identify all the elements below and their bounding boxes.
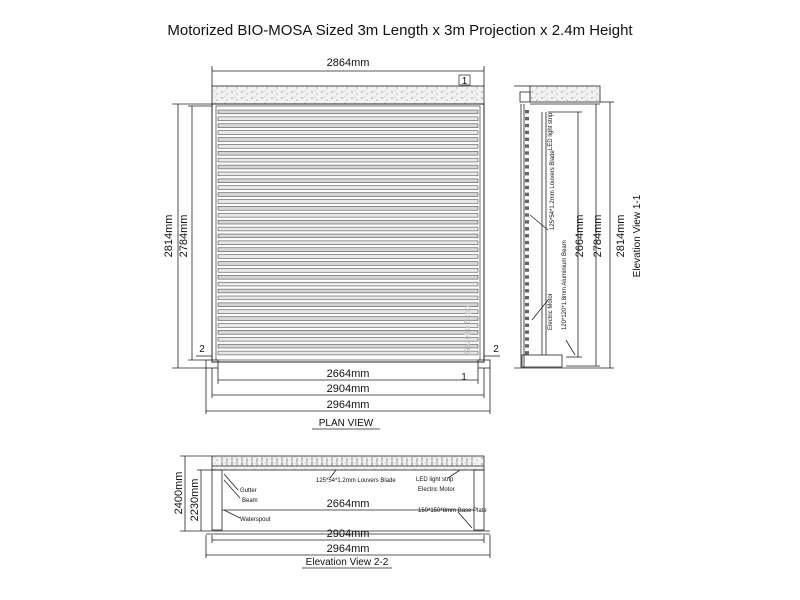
louver-blade-end [525, 213, 529, 216]
elev1-label-motor: Electric Motor [548, 293, 554, 330]
louver-blade [218, 303, 478, 307]
elev2-dim-2400: 2400mm [173, 471, 185, 515]
louver-blade-end [525, 220, 529, 223]
louver-blade-end [525, 303, 529, 306]
plan-top-dim: 2864mm [326, 57, 370, 69]
louver-blade [218, 158, 478, 162]
louver-blade-end [525, 282, 529, 285]
louver-blade [218, 117, 478, 121]
louver-blade [218, 262, 478, 266]
plan-dim-2964: 2964mm [326, 399, 370, 411]
louver-blade-end [525, 151, 529, 154]
louver-blade-end [525, 337, 529, 340]
louver-blade-end [525, 227, 529, 230]
louver-blade-end [525, 193, 529, 196]
plan-marker-2-right: 2 [493, 344, 499, 355]
louver-blade-end [525, 248, 529, 251]
louver-blade-end [525, 234, 529, 237]
louver-blade-end [525, 165, 529, 168]
elev2-dim-2964: 2964mm [326, 543, 370, 555]
louver-blade [218, 110, 478, 114]
louver-blade [218, 138, 478, 142]
elev2-label-motor: Electric Motor [418, 487, 455, 493]
louver-blade-end [525, 255, 529, 258]
louver-blade [218, 124, 478, 128]
elev2-dim-2230: 2230mm [189, 478, 201, 522]
louver-blade-end [525, 275, 529, 278]
louver-blade [218, 296, 478, 300]
louver-blade [218, 165, 478, 169]
louver-blade [218, 310, 478, 314]
louver-blade-end [525, 262, 529, 265]
louver-blade-end [525, 289, 529, 292]
louver-blade [218, 193, 478, 197]
louver-blade [218, 200, 478, 204]
louver-blade [218, 227, 478, 231]
louver-blade-end [525, 186, 529, 189]
elev1-caption: Elevation View 1-1 [632, 194, 643, 278]
elev1-dim-2784: 2784mm [592, 214, 604, 258]
louver-blade-end [525, 344, 529, 347]
elev1-dim-2664: 2664mm [574, 214, 586, 258]
louver-blade [218, 330, 478, 334]
elev1-label-led: LED light strip [548, 112, 554, 150]
elev1-label-beam: 120*120*1.8mm Aluminium Beam [562, 240, 568, 330]
louver-blade [218, 268, 478, 272]
elev2-caption: Elevation View 2-2 [305, 557, 389, 568]
louver-blade [218, 234, 478, 238]
louver-blade [218, 255, 478, 259]
louver-blade-end [525, 310, 529, 313]
louver-blade [218, 151, 478, 155]
louver-blade [218, 241, 478, 245]
elev2-dim-2904: 2904mm [326, 528, 370, 540]
elev1-dim-2814: 2814mm [615, 214, 627, 258]
louver-blade-end [525, 131, 529, 134]
plan-dim-2664: 2664mm [326, 368, 370, 380]
louver-blade [218, 344, 478, 348]
elev2-label-louver: 125*54*1.2mm Louvers Blade [316, 478, 396, 484]
louver-blade [218, 317, 478, 321]
plan-louver-blades [218, 110, 478, 355]
plan-marker-1-bottom: 1 [461, 372, 467, 383]
louver-blade [218, 324, 478, 328]
louver-blade [218, 351, 478, 355]
louver-blade [218, 220, 478, 224]
elev1-label-louver: 125*54*1.2mm Louvers Blade [550, 150, 556, 230]
elev2-label-baseplate: 150*150*8mm Base Plate [418, 508, 487, 514]
elev2-label-led: LED light strip [416, 477, 454, 483]
louver-blade-end [525, 241, 529, 244]
louver-blade [218, 131, 478, 135]
louver-blade [218, 248, 478, 252]
louver-blade-end [525, 124, 529, 127]
louver-blade-end [525, 172, 529, 175]
louver-blade-end [525, 200, 529, 203]
elev2-dim-2664: 2664mm [326, 498, 370, 510]
louver-blade-end [525, 110, 529, 113]
louver-blade-end [525, 317, 529, 320]
elev2-label-waterspout: Waterspout [240, 517, 271, 523]
plan-caption: PLAN VIEW [318, 418, 374, 429]
louver-blade [218, 289, 478, 293]
plan-dim-2904: 2904mm [326, 383, 370, 395]
louver-blade-end [525, 330, 529, 333]
elev2-label-beam: Beam [242, 498, 258, 504]
louver-blade-end [525, 179, 529, 182]
louver-blade [218, 213, 478, 217]
louver-blade-end [525, 158, 529, 161]
louver-blade [218, 275, 478, 279]
louver-blade [218, 186, 478, 190]
louver-blade-end [525, 324, 529, 327]
louver-blade-end [525, 351, 529, 354]
louver-blade [218, 144, 478, 148]
plan-dim-2814: 2814mm [163, 214, 175, 258]
drawing-title: Motorized BIO-MOSA Sized 3m Length x 3m Projection x 2.4m Height [167, 22, 633, 39]
louver-blade-end [525, 144, 529, 147]
louver-blade [218, 337, 478, 341]
plan-watermark: Gazebo Expo [463, 305, 472, 355]
louver-blade-end [525, 206, 529, 209]
louver-blade [218, 172, 478, 176]
louver-blade [218, 179, 478, 183]
plan-dim-2784: 2784mm [178, 214, 190, 258]
elev2-label-gutter: Gutter [240, 488, 257, 494]
elevation-1-louver-ends [525, 110, 529, 355]
plan-marker-2-left: 2 [199, 344, 205, 355]
louver-blade-end [525, 268, 529, 271]
louver-blade-end [525, 117, 529, 120]
louver-blade-end [525, 138, 529, 141]
louver-blade [218, 282, 478, 286]
louver-blade-end [525, 296, 529, 299]
louver-blade [218, 206, 478, 210]
plan-marker-1: 1 [461, 76, 468, 87]
